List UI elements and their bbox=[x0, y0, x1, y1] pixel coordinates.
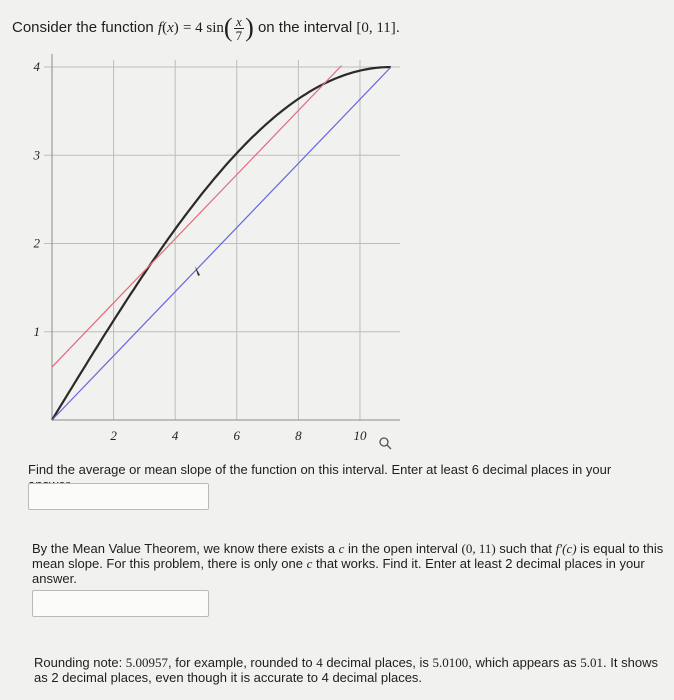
note-num2: 4 bbox=[316, 655, 323, 670]
note-num1: 5.00957 bbox=[125, 655, 169, 670]
note-num4: 5.01 bbox=[580, 655, 604, 670]
magnifier-icon[interactable] bbox=[380, 438, 391, 449]
note-text-d: , which appears as bbox=[468, 655, 581, 670]
note-text-b: , for example, rounded to bbox=[168, 655, 317, 670]
fraction-denominator: 7 bbox=[235, 27, 243, 43]
q2-c: c bbox=[338, 541, 345, 556]
x-tick-label-4: 4 bbox=[171, 428, 179, 443]
rounding-note bbox=[34, 655, 664, 685]
q2-text-b: in the open interval bbox=[344, 541, 462, 556]
c-value-answer-input[interactable] bbox=[32, 590, 209, 617]
y-tick-label-1: 1 bbox=[33, 323, 40, 339]
q2-text-d: such that bbox=[495, 541, 556, 556]
header-mid: on the interval bbox=[257, 19, 353, 36]
x-tick-label-10: 10 bbox=[353, 428, 367, 443]
note-text-a: Rounding note: bbox=[34, 655, 126, 670]
note-text-e: . It shows as 2 decimal places, even though it is accurate to 4 decimal places. bbox=[34, 655, 658, 685]
function-fraction bbox=[234, 15, 245, 42]
note-text-c: decimal places, is bbox=[322, 655, 433, 670]
x-tick-label-2: 2 bbox=[110, 428, 117, 443]
interval: [0, 11] bbox=[356, 20, 396, 36]
problem-statement: Consider the function f(x) = 4 sin( $\frac{x}{7}$ ) on the interval [0, 11]. bbox=[12, 13, 400, 43]
header-prefix: Consider the function bbox=[12, 19, 154, 36]
tick-labels bbox=[33, 59, 367, 443]
y-tick-label-2: 2 bbox=[33, 235, 40, 251]
q2-text-a: By the Mean Value Theorem, we know there exists a bbox=[32, 541, 339, 556]
y-tick-label-3: 3 bbox=[33, 147, 40, 163]
q2-interval: (0, 11) bbox=[461, 541, 496, 556]
x-tick-label-8: 8 bbox=[295, 428, 302, 443]
fraction-numerator: x bbox=[234, 15, 245, 29]
question-mvt bbox=[32, 541, 667, 586]
q2-text-e: is equal to this mean slope. For this problem, there is only one bbox=[32, 541, 664, 571]
q2-derivative: f′(c) bbox=[555, 541, 577, 556]
x-tick-label-6: 6 bbox=[233, 428, 241, 443]
function-variable: x bbox=[167, 20, 174, 36]
function-coefficient: = 4 sin bbox=[182, 20, 224, 36]
q2-c-2: c bbox=[306, 556, 313, 571]
y-tick-label-4: 4 bbox=[33, 59, 40, 75]
q2-text-f: that works. Find it. Enter at least 2 decimal places in your answer. bbox=[32, 556, 645, 586]
question-mean-slope: Find the average or mean slope of the function on this interval. Enter at least 6 decimal places in your bbox=[28, 462, 612, 477]
curves bbox=[52, 66, 391, 420]
function-graph bbox=[0, 44, 674, 454]
note-num3: 5.0100 bbox=[432, 655, 469, 670]
mean-slope-answer-input[interactable] bbox=[28, 483, 209, 510]
header-suffix: . bbox=[395, 19, 400, 36]
function-name: f bbox=[157, 20, 163, 36]
